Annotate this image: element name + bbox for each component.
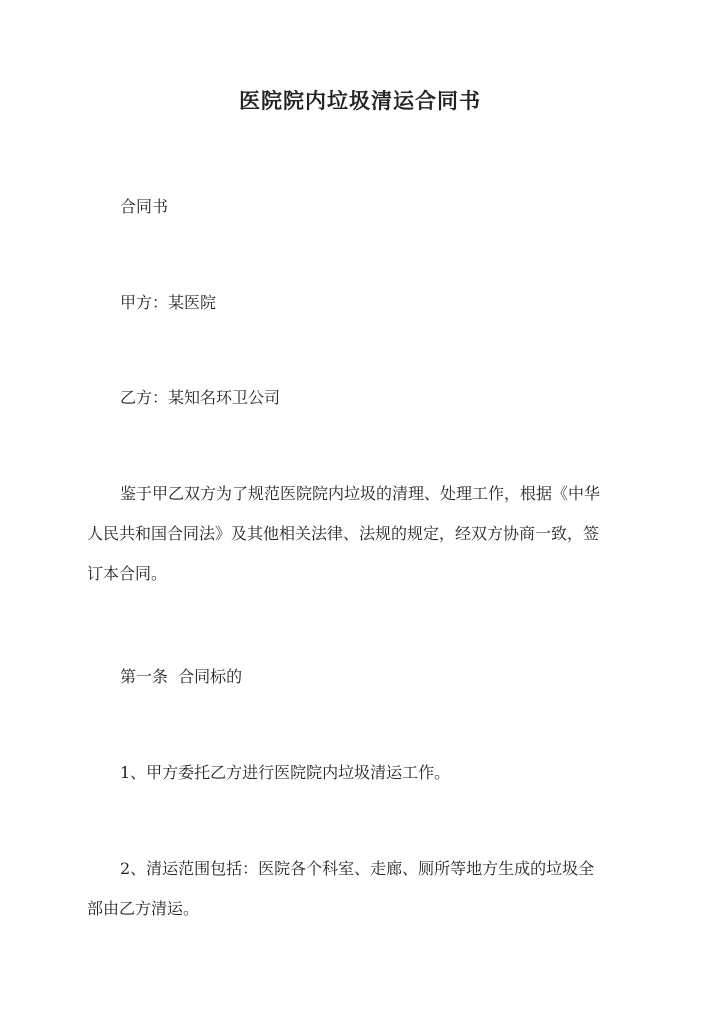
preamble-line: 订本合同。 — [87, 564, 168, 583]
article1-item2-line: 部由乙方清运。 — [87, 899, 200, 918]
contract-heading-text: 合同书 — [120, 197, 169, 216]
article1-item2 — [87, 849, 635, 929]
preamble-line: 人民共和国合同法》及其他相关法律、法规的规定，经双方协商一致，签 — [87, 524, 600, 543]
contract-heading — [87, 187, 635, 227]
preamble-line: 鉴于甲乙双方为了规范医院院内垃圾的清理、处理工作，根据《中华 — [120, 484, 601, 503]
party-b-text: 乙方：某知名环卫公司 — [120, 388, 281, 407]
article1-item2-line: 2、清运范围包括：医院各个科室、走廊、厕所等地方生成的垃圾全 — [120, 859, 595, 878]
party-a — [87, 283, 635, 323]
article1-heading-text: 第一条 合同标的 — [120, 667, 243, 686]
article1-item1-text: 1、甲方委托乙方进行医院院内垃圾清运工作。 — [120, 763, 451, 782]
party-b — [87, 378, 635, 418]
document-title: 医院院内垃圾清运合同书 — [239, 88, 481, 113]
party-a-text: 甲方：某医院 — [120, 293, 217, 312]
preamble-paragraph — [87, 474, 635, 594]
article1-item1 — [87, 753, 635, 793]
article1-heading — [87, 657, 635, 697]
